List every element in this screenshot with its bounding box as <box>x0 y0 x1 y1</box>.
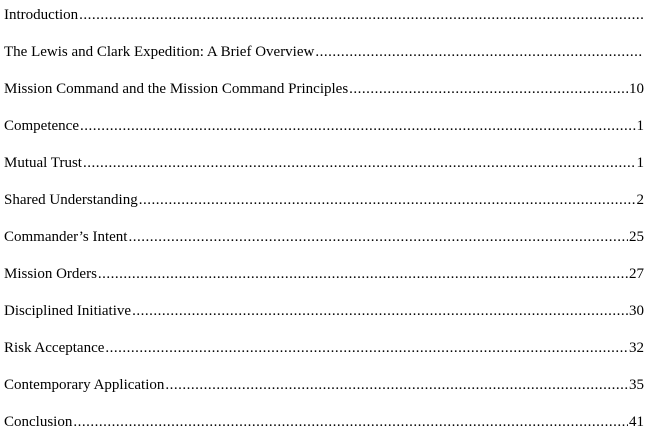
toc-entry-commanders-intent[interactable] <box>4 225 644 262</box>
toc-entry-page: 25 <box>629 229 644 245</box>
toc-entry-risk-acceptance[interactable] <box>4 336 644 373</box>
dot-leader <box>165 373 628 397</box>
dot-leader <box>83 151 636 175</box>
dot-leader <box>139 188 636 212</box>
toc-entry-title: Disciplined Initiative <box>4 303 132 319</box>
toc-entry-title: Commander’s Intent <box>4 229 128 245</box>
dot-leader <box>73 410 628 434</box>
toc-entry-page: 10 <box>629 81 644 97</box>
toc-entry-mission-orders[interactable] <box>4 262 644 299</box>
toc-entry-introduction[interactable] <box>4 3 644 40</box>
toc-entry-title: Contemporary Application <box>4 377 165 393</box>
dot-leader <box>315 40 643 64</box>
toc-entry-title: Shared Understanding <box>4 192 138 208</box>
toc-entry-page: 27 <box>629 266 644 282</box>
toc-entry-title: Competence <box>4 118 79 134</box>
dot-leader <box>349 77 628 101</box>
toc-entry-title: Conclusion <box>4 414 73 430</box>
dot-leader <box>98 262 628 286</box>
toc-entry-title: Mission Orders <box>4 266 97 282</box>
toc-entry-title: Introduction <box>4 7 79 23</box>
toc-entry-page: 32 <box>629 340 644 356</box>
toc-entry-title: Mission Command and the Mission Command Principles <box>4 81 349 97</box>
table-of-contents <box>4 3 644 447</box>
toc-entry-mutual-trust[interactable] <box>4 151 644 188</box>
toc-entry-conclusion[interactable] <box>4 410 644 447</box>
toc-entry-page: 30 <box>629 303 644 319</box>
toc-entry-page: 1 <box>636 118 644 134</box>
toc-entry-lewis-and-clark-overview[interactable] <box>4 40 644 77</box>
dot-leader <box>79 3 643 27</box>
toc-entry-title: The Lewis and Clark Expedition: A Brief Overview <box>4 44 315 60</box>
toc-entry-page: 2 <box>636 192 644 208</box>
toc-entry-competence[interactable] <box>4 114 644 151</box>
dot-leader <box>132 299 628 323</box>
toc-entry-title: Mutual Trust <box>4 155 82 171</box>
toc-entry-page: 35 <box>629 377 644 393</box>
toc-entry-shared-understanding[interactable] <box>4 188 644 225</box>
dot-leader <box>80 114 636 138</box>
toc-entry-title: Risk Acceptance <box>4 340 105 356</box>
dot-leader <box>105 336 628 360</box>
toc-entry-disciplined-initiative[interactable] <box>4 299 644 336</box>
toc-entry-page: 41 <box>629 414 644 430</box>
toc-entry-page: 1 <box>636 155 644 171</box>
toc-entry-contemporary-application[interactable] <box>4 373 644 410</box>
dot-leader <box>128 225 628 249</box>
toc-entry-mission-command-principles[interactable] <box>4 77 644 114</box>
